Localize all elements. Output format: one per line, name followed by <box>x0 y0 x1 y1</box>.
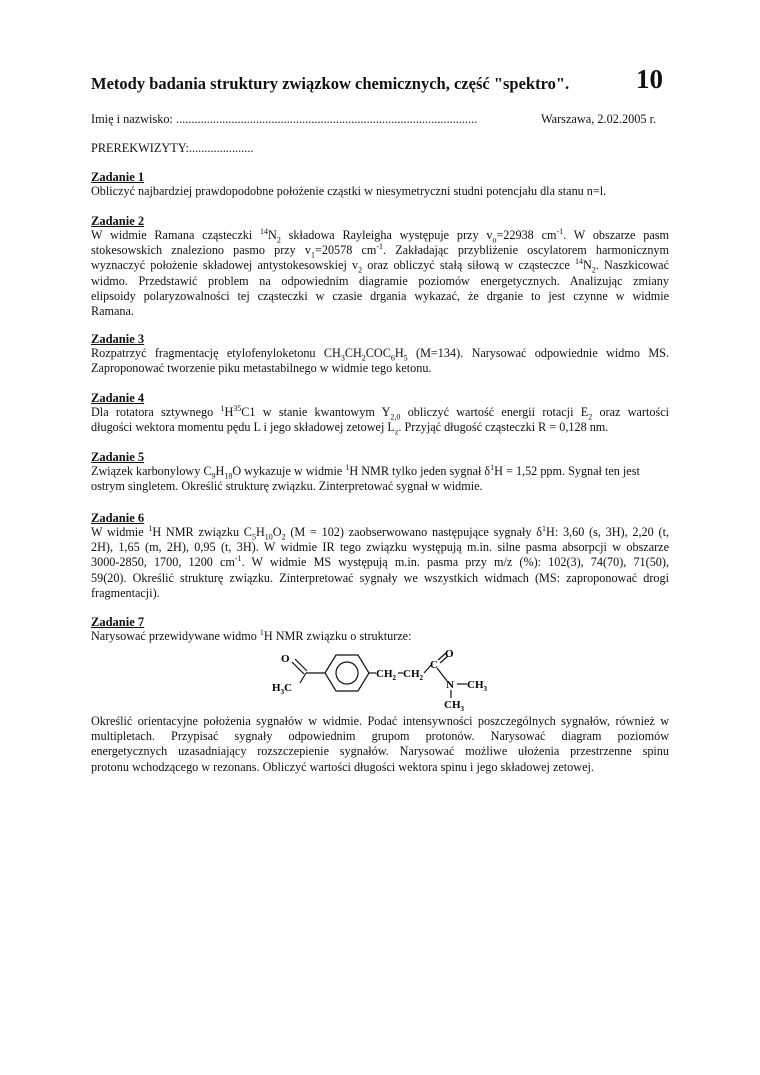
task-7-intro <box>91 629 669 644</box>
struct-ch2b: $CH_2$ <box>403 668 423 682</box>
task-2-line-1: W widmie Ramana cząsteczki $^{14}N_2$ składowa Rayleigha występuje przy $v_o=22938$ $cm^{-1}$. W obszarze pasm <box>91 226 669 245</box>
task-5-text <box>91 464 669 494</box>
struct-o1: O <box>281 653 290 665</box>
task-4-text <box>91 405 669 435</box>
task-7-intro-line: Narysować przewidywane widmo $^1$H NMR związku o strukturze: <box>91 627 412 643</box>
struct-h3c: $H_3C$ <box>272 682 293 696</box>
task-6-line-4: 59(20). Określić strukturę związku. Zinterpretować sygnały we wszystkich widmach (MS: zaproponować drogi <box>91 570 669 585</box>
task-3-line-2: Zaproponować tworzenie piku metastabilnego w widmie tego ketonu. <box>91 361 432 376</box>
task-6-line-3: 3000-2850, 1700, 1200 $cm^{-1}$. W widmie MS występują m.in. pasma przy m/z (%): 102(3), 74(70), 71(50), <box>91 554 670 570</box>
task-7-line-2: multipletach. Przypisać sygnały odpowiednim grupom protonów. Narysować diagram poziomów <box>91 729 669 744</box>
name-field-label: Imię i nazwisko: .................................................................................................. <box>91 112 478 126</box>
task-6-line-5: fragmentacji). <box>91 585 160 600</box>
task-5-line-1: Związek karbonylowy $C_9H_{18}O$ wykazuje w widmie $^1$H NMR tylko jeden sygnał $\delta^1H = 1,52$ ppm. Sygnał ten jest <box>91 462 640 481</box>
task-3-text <box>91 346 669 376</box>
struct-o2: O <box>445 648 454 660</box>
task-4-line-1: Dla rotatora sztywnego $^1H^{35}C1$ w stanie kwantowym $Y_{2,0}$ obliczyć wartość energii rotacji $E_2$ oraz wartości <box>91 403 669 422</box>
task-7-line-1: Określić orientacyjne położenia sygnałów w widmie. Podać intensywności poszczególnych sygnałów, również w <box>91 714 669 728</box>
task-1-heading: Zadanie 1 <box>91 170 145 184</box>
task-1-line: Obliczyć najbardziej prawdopodobne położenie cząstki w niesymetryczni studni potencjału dla stanu n=l. <box>91 184 607 198</box>
task-2-line-5: elipsoidy polaryzowalności tej cząsteczki w czasie drgania wykazać, że drganie to jest czynne w widmie <box>91 288 669 303</box>
task-4-heading: Zadanie 4 <box>91 391 145 405</box>
task-3-heading: Zadanie 3 <box>91 332 145 346</box>
struct-ch2a: $CH_2$ <box>376 668 396 682</box>
task-7-line-3: energetycznych uzasadniający rozszczepienie sygnałów. Narysować możliwe ułożenia przestrzenne spinu <box>91 744 669 759</box>
task-2-line-6: Ramana. <box>91 304 134 319</box>
task-2-line-3: wyznaczyć położenie składowej antystokesowskiej $v_2$ oraz obliczyć stałą siłową w cząsteczce $^{14}N_2$. Naszkicować <box>91 257 669 275</box>
date-label: Warszawa, 2.02.2005 r. <box>541 112 657 126</box>
task-3-line-1: Rozpatrzyć fragmentację etylofenyloketonu $CH_3CH_2COC_6H_5$ (M=134). Narysować odpowiednie widmo MS. <box>91 346 669 363</box>
task-7-heading: Zadanie 7 <box>91 615 145 629</box>
struct-n: N <box>446 679 454 691</box>
task-5-line-2: ostrym singletem. Określić strukturę związku. Zinterpretować sygnał w widmie. <box>91 479 483 494</box>
task-6-line-1: W widmie $^1$H NMR związku $C_5H_{10}O_2$ (M = 102) zaobserwowano następujące sygnały $\delta^1H$: 3,60 (s, 3H), 2,20 (t, <box>91 523 669 542</box>
task-6-text <box>91 525 669 601</box>
struct-c: C <box>430 659 438 671</box>
task-7-text <box>91 714 669 775</box>
task-7-line-4: protonu wchodzącego w rezonans. Obliczyć wartości długości wektora spinu i jego składowej zetowej. <box>91 759 594 774</box>
task-6-heading: Zadanie 6 <box>91 511 145 525</box>
prerequisites-label: PREREKWIZYTY:..................... <box>91 141 254 155</box>
struct-ch3a: $CH_3$ <box>467 679 487 693</box>
task-2-heading: Zadanie 2 <box>91 214 145 228</box>
task-1-text <box>91 184 669 199</box>
task-2-line-2: stokesowskich znaleziono pasmo przy $v_1=20578$ $cm^{-1}$. Zakładając przybliżenie oscylatorem harmonicznym <box>91 242 669 260</box>
task-5-heading: Zadanie 5 <box>91 450 145 464</box>
sheet-number: 10 <box>636 64 663 94</box>
task-2-text <box>91 228 669 319</box>
task-2-line-4: widmo. Przedstawić problem na odpowiednim diagramie poziomów energetycznych. Analizując zmiany <box>91 273 669 288</box>
chemical-structure-diagram <box>270 646 500 712</box>
task-4-line-2: długości wektora momentu pędu L i jego składowej zetowej $L_z$. Przyjąć długość cząsteczki R = 0,128 nm. <box>91 420 609 437</box>
task-6-line-2: 2H), 1,65 (m, 2H), 0,95 (t, 3H). W widmie IR tego związku występują m.in. silne pasma absorpcji w obszarze <box>91 540 669 555</box>
struct-ch3b: $CH_3$ <box>444 699 464 712</box>
page-title: Metody badania struktury związkow chemicznych, część "spektro". <box>91 74 570 93</box>
